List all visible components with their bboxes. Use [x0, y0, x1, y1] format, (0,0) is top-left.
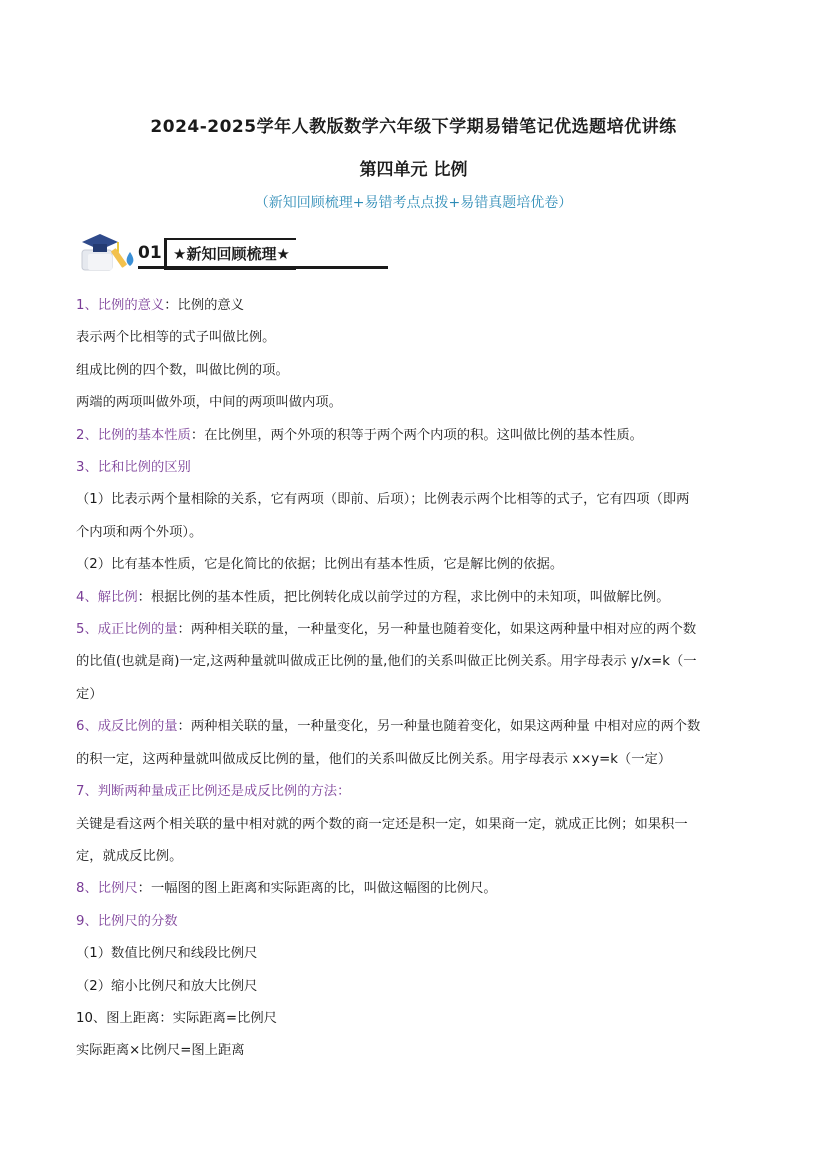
- item-text: 根据比例的基本性质，把比例转化成以前学过的方程，求比例中的未知项，叫做解比例。: [150, 589, 670, 605]
- item-text: 个内项和两个外项）。: [76, 524, 203, 540]
- item-text: 定）: [76, 686, 103, 702]
- note-line: [76, 938, 756, 970]
- item-text: 组成比例的四个数，叫做比例的项。: [76, 362, 289, 378]
- note-line: [76, 322, 756, 354]
- item-text: （2）缩小比例尺和放大比例尺: [76, 978, 258, 994]
- item-text: （1）数值比例尺和线段比例尺: [76, 946, 258, 962]
- item-separator: ：: [164, 298, 178, 313]
- item-heading: 9、比例尺的分数: [76, 913, 178, 929]
- item-text: 关键是看这两个相关联的量中相对就的两个数的商一定还是积一定，如果商一定，就成正比例；如果积一: [76, 816, 688, 832]
- item-separator: ：: [137, 589, 151, 605]
- note-line: [76, 355, 756, 387]
- item-text: 在比例里，两个外项的积等于两个两个内项的积。这叫做比例的基本性质。: [204, 427, 643, 443]
- note-line: [76, 776, 756, 808]
- note-line: [76, 841, 756, 873]
- item-separator: ：: [337, 784, 351, 800]
- notes-content: [76, 290, 756, 1068]
- item-text: 实际距离×比例尺=图上距离: [76, 1043, 245, 1059]
- item-separator: ：: [177, 622, 191, 638]
- note-line: [76, 1035, 756, 1067]
- note-line: [76, 679, 756, 711]
- section-underline: [138, 266, 388, 269]
- item-text: 定，就成反比例。: [76, 848, 183, 864]
- item-text: 的积一定，这两种量就叫做成反比例的量，他们的关系叫做反比例关系。用字母表示 x×y=k（一定）: [76, 751, 672, 767]
- item-heading: 1、比例的意义: [76, 298, 165, 313]
- item-text: 的比值(也就是商)一定,这两种量就叫做成正比例的量,他们的关系叫做正比例关系。用字母表示 y/x=k（一: [76, 654, 697, 670]
- section-title: ★新知回顾梳理★: [164, 238, 296, 270]
- note-line: [76, 971, 756, 1003]
- item-heading: 6、成反比例的量: [76, 719, 178, 735]
- note-line: [76, 420, 756, 452]
- item-heading: 5、成正比例的量: [76, 622, 178, 638]
- note-line: [76, 873, 756, 905]
- note-line: [76, 387, 756, 419]
- document-tagline: （新知回顾梳理+易错考点点拨+易错真题培优卷）: [254, 195, 573, 211]
- item-text: 两种相关联的量，一种量变化，另一种量也随着变化，如果这两种量 中相对应的两个数: [190, 719, 701, 735]
- item-text: 比例的意义: [177, 298, 245, 313]
- item-heading: 7、判断两种量成正比例还是成反比例的方法: [76, 784, 338, 800]
- note-line: [76, 809, 756, 841]
- item-text: 表示两个比相等的式子叫做比例。: [76, 330, 276, 346]
- section-number: 01: [138, 243, 162, 263]
- item-heading: 8、比例尺: [76, 881, 138, 897]
- note-line: [76, 290, 756, 322]
- note-line: [76, 906, 756, 938]
- item-separator: ：: [190, 427, 205, 443]
- graduation-cap-icon: [78, 228, 140, 274]
- document-title: 2024-2025学年人教版数学六年级下学期易错笔记优选题培优讲练: [150, 117, 677, 137]
- item-heading: 2、比例的基本性质: [76, 427, 191, 443]
- item-separator: ：: [137, 881, 151, 897]
- note-line: [76, 484, 756, 516]
- note-line: [76, 744, 756, 776]
- item-text: （2）比有基本性质，它是化简比的依据；比例出有基本性质，它是解比例的依据。: [76, 557, 564, 573]
- note-line: [76, 646, 756, 678]
- note-line: [76, 517, 756, 549]
- note-line: [76, 1003, 756, 1035]
- unit-title: 第四单元 比例: [359, 160, 468, 180]
- item-text: （1）比表示两个量相除的关系，它有两项（即前、后项）；比例表示两个比相等的式子，它有四项（即两: [76, 492, 690, 508]
- item-heading: 3、比和比例的区别: [76, 460, 191, 476]
- item-text: 两端的两项叫做外项，中间的两项叫做内项。: [76, 395, 342, 411]
- note-line: [76, 711, 756, 743]
- item-text: 两种相关联的量，一种量变化，另一种量也随着变化，如果这两种量中相对应的两个数: [190, 622, 697, 638]
- item-text: 一幅图的图上距离和实际距离的比，叫做这幅图的比例尺。: [150, 881, 497, 897]
- note-line: [76, 452, 756, 484]
- item-heading: 4、解比例: [76, 589, 138, 605]
- note-line: [76, 549, 756, 581]
- note-line: [76, 582, 756, 614]
- item-text: 10、图上距离：实际距离=比例尺: [76, 1010, 277, 1026]
- item-separator: ：: [177, 719, 191, 735]
- section-header: [78, 228, 318, 274]
- note-line: [76, 614, 756, 646]
